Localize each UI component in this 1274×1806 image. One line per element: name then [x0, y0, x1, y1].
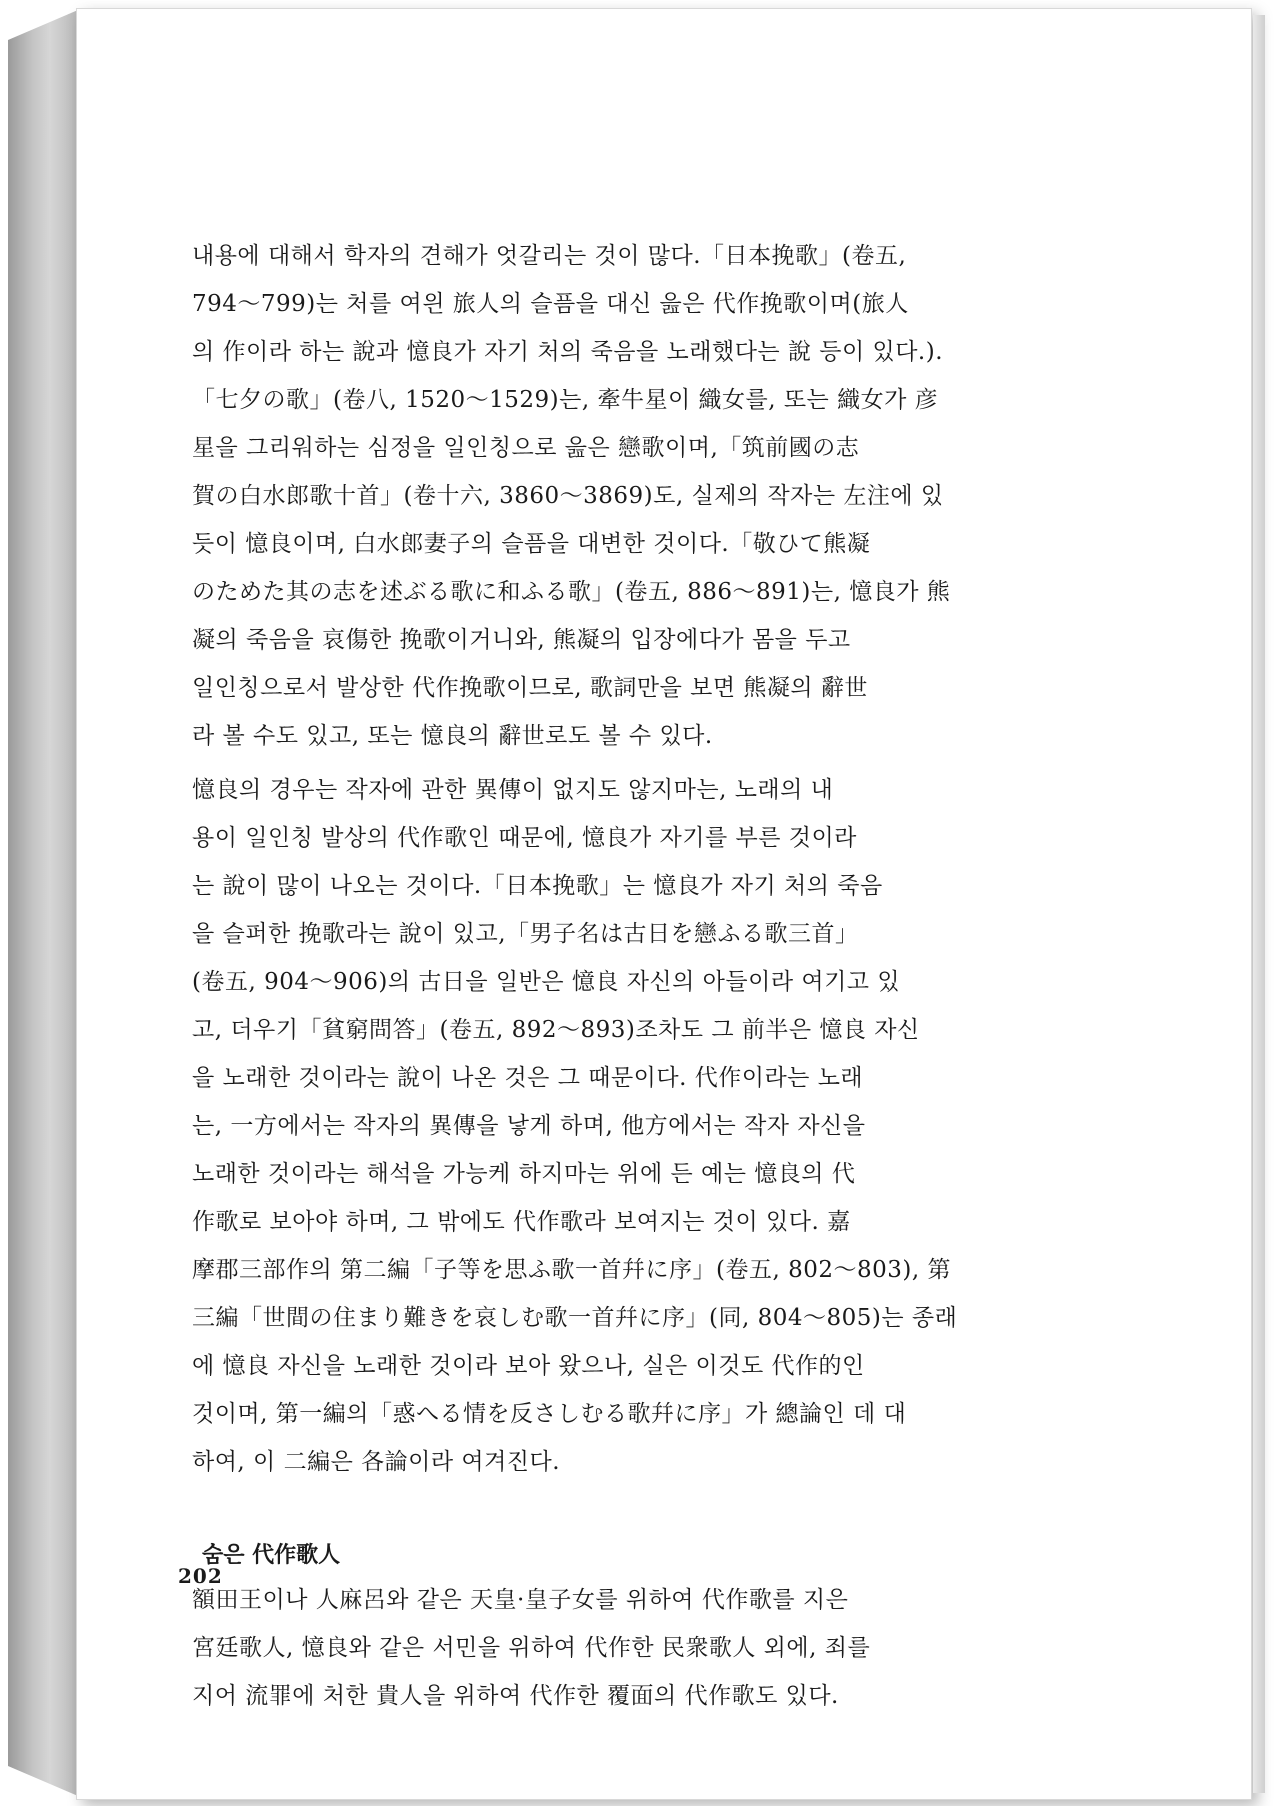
text-line: 凝의 죽음을 哀傷한 挽歌이거니와, 熊凝의 입장에다가 몸을 두고	[192, 627, 851, 653]
paragraph-2	[192, 766, 1094, 1486]
paragraph-3	[192, 1576, 1094, 1720]
text-line: 宮廷歌人, 憶良와 같은 서민을 위하여 代作한 民衆歌人 외에, 죄를	[192, 1635, 871, 1661]
text-line: 일인칭으로서 발상한 代作挽歌이므로, 歌詞만을 보면 熊凝의 辭世	[192, 675, 868, 701]
text-line: 「七夕の歌」(卷八, 1520〜1529)는, 牽牛星이 織女를, 또는 織女가 彦	[192, 387, 939, 413]
text-line: 듯이 憶良이며, 白水郎妻子의 슬픔을 대변한 것이다.「敬ひて熊凝	[192, 531, 871, 557]
text-line: のためた其の志を述ぶる歌に和ふる歌」(卷五, 886〜891)는, 憶良가 熊	[192, 579, 951, 605]
text-line: 용이 일인칭 발상의 代作歌인 때문에, 憶良가 자기를 부른 것이라	[192, 825, 857, 851]
section-gap	[192, 1486, 1094, 1536]
body-text	[192, 232, 1094, 1720]
text-line: 것이며, 第一編의「惑へる情を反さしむる歌幷に序」가 總論인 데 대	[192, 1401, 907, 1427]
text-line: 에 憶良 자신을 노래한 것이라 보아 왔으나, 실은 이것도 代作的인	[192, 1353, 865, 1379]
text-line: 794〜799)는 처를 여읜 旅人의 슬픔을 대신 읊은 代作挽歌이며(旅人	[192, 291, 909, 317]
text-line: 憶良의 경우는 작자에 관한 異傳이 없지도 않지마는, 노래의 내	[192, 777, 834, 803]
text-line: 額田王이나 人麻呂와 같은 天皇·皇子女를 위하여 代作歌를 지은	[192, 1587, 849, 1613]
text-line: 摩郡三部作의 第二編「子等を思ふ歌一首幷に序」(卷五, 802〜803), 第	[192, 1257, 952, 1283]
text-line: 作歌로 보아야 하며, 그 밖에도 代作歌라 보여지는 것이 있다. 嘉	[192, 1209, 851, 1235]
text-line: 三編「世間の住まり難きを哀しむ歌一首幷に序」(同, 804〜805)는 종래	[192, 1305, 958, 1331]
text-line: 노래한 것이라는 해석을 가능케 하지마는 위에 든 예는 憶良의 代	[192, 1161, 856, 1187]
text-line: 賀の白水郎歌十首」(卷十六, 3860〜3869)도, 실제의 작자는 左注에 있	[192, 483, 944, 509]
text-line: 라 볼 수도 있고, 또는 憶良의 辭世로도 볼 수 있다.	[192, 723, 713, 749]
text-line: 는, 一方에서는 작자의 異傳을 낳게 하며, 他方에서는 작자 자신을	[192, 1113, 866, 1139]
text-line: 星을 그리워하는 심정을 일인칭으로 읊은 戀歌이며,「筑前國の志	[192, 435, 860, 461]
text-line: 의 作이라 하는 說과 憶良가 자기 처의 죽음을 노래했다는 說 등이 있다.).	[192, 339, 944, 365]
text-line: 하여, 이 二編은 各論이라 여겨진다.	[192, 1449, 561, 1475]
text-line: 내용에 대해서 학자의 견해가 엇갈리는 것이 많다.「日本挽歌」(卷五,	[192, 243, 907, 269]
text-line: 는 說이 많이 나오는 것이다.「日本挽歌」는 憶良가 자기 처의 죽음	[192, 873, 883, 899]
book-spine	[8, 10, 78, 1796]
paragraph-1	[192, 232, 1094, 760]
page-number: 202	[178, 1564, 223, 1588]
text-line: 지어 流罪에 처한 貴人을 위하여 代作한 覆面의 代作歌도 있다.	[192, 1683, 839, 1709]
text-line: 고, 더우기「貧窮問答」(卷五, 892〜893)조차도 그 前半은 憶良 자신	[192, 1017, 920, 1043]
text-line: 을 노래한 것이라는 說이 나온 것은 그 때문이다. 代作이라는 노래	[192, 1065, 864, 1091]
section-heading: 숨은 代作歌人	[202, 1543, 341, 1568]
text-line: 을 슬퍼한 挽歌라는 說이 있고,「男子名は古日を戀ふる歌三首」	[192, 921, 859, 947]
text-line: (卷五, 904〜906)의 古日을 일반은 憶良 자신의 아들이라 여기고 있	[192, 969, 901, 995]
page-edge	[1253, 15, 1265, 1793]
